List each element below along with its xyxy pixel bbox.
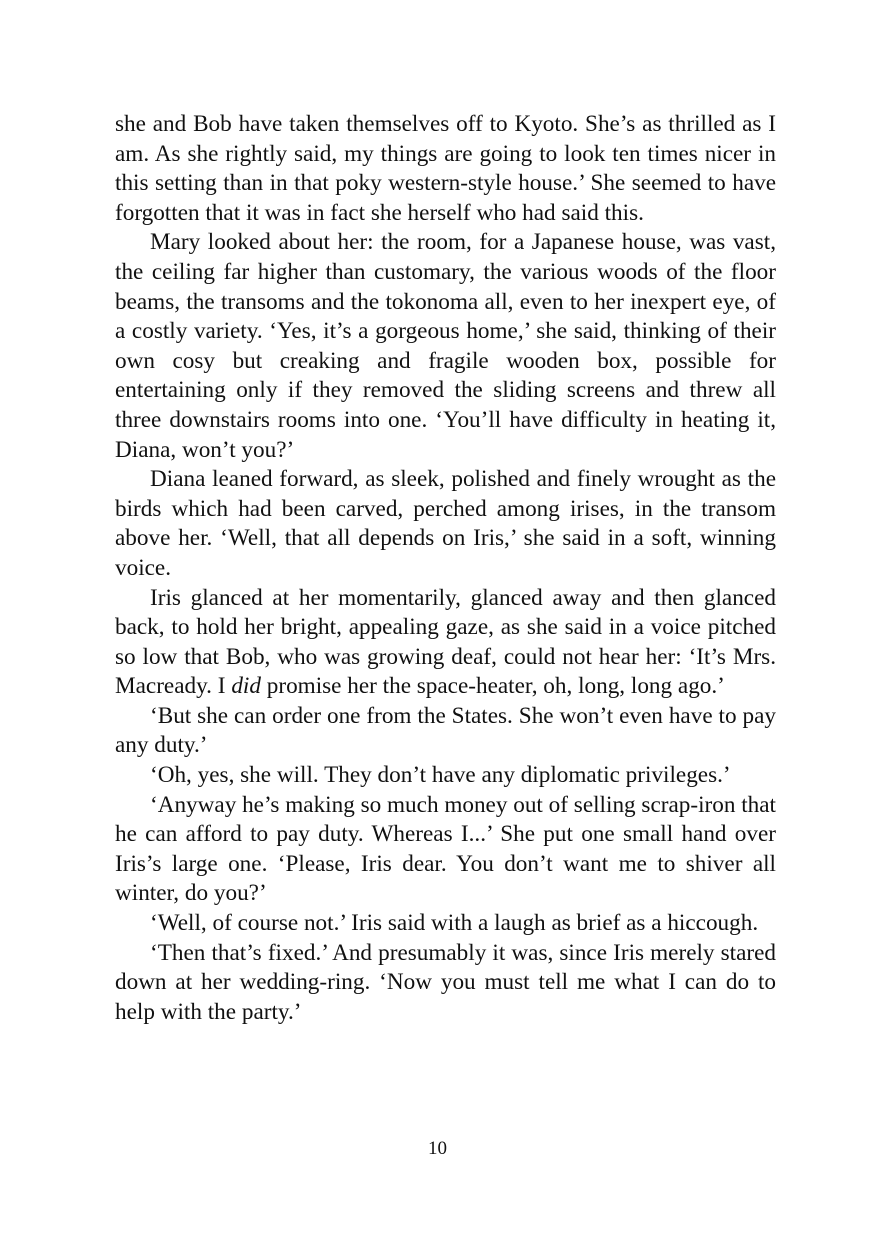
paragraph: ‘Anyway he’s making so much money out of selling scrap-iron that he can afford to pay duty. Whereas I...’ She put one small hand over Iris’s large one. ‘Please, Iris dear. You don’t want me to shiver all winter, do you?’ xyxy=(115,791,776,907)
emphasis-text: did xyxy=(231,673,261,700)
page-number: 10 xyxy=(428,1138,447,1159)
paragraph: ‘Oh, yes, she will. They don’t have any diplomatic privileges.’ xyxy=(150,762,731,789)
paragraph: ‘But she can order one from the States. She won’t even have to pay any duty.’ xyxy=(115,702,776,759)
paragraph: ‘Then that’s fixed.’ And presumably it was, since Iris merely stared down at her wedding-ring. ‘Now you must tell me what I can do to help with the party.’ xyxy=(115,939,776,1025)
paragraph-text: promise her the space-heater, oh, long, long ago.’ xyxy=(260,673,725,700)
paragraph-text: Iris glanced at her momentarily, glanced away and then glanced back, to hold her bright, appealing gaze, as she said in a voice pitched so low that Bob, who was growing deaf, could not hear her: ‘It’s Mrs. Macready. I xyxy=(115,584,776,700)
paragraph xyxy=(115,584,776,702)
paragraph: Diana leaned forward, as sleek, polished and finely wrought as the birds which had been carved, perched among irises, in the transom above her. ‘Well, that all depends on Iris,’ she said in a soft, winning voice. xyxy=(115,466,776,581)
paragraph-continued: she and Bob have taken themselves off to Kyoto. She’s as thrilled as I am. As she rightly said, my things are going to look ten times nicer in this setting than in that poky western-style house.’ She seemed to have forgotten that it was in fact she herself who had said this. xyxy=(115,111,776,226)
paragraph: ‘Well, of course not.’ Iris said with a laugh as brief as a hiccough. xyxy=(150,910,759,937)
page-body xyxy=(115,110,776,1027)
paragraph: Mary looked about her: the room, for a Japanese house, was vast, the ceiling far higher than customary, the various woods of the floor beams, the transoms and the tokonoma all, even to her inexpert eye, of a costly variety. ‘Yes, it’s a gorgeous home,’ she said, thinking of their own cosy but creaking and fragile wooden box, possible for entertaining only if they removed the sliding screens and threw all three downstairs rooms into one. ‘You’ll have difficulty in heating it, Diana, won’t you?’ xyxy=(115,229,776,463)
